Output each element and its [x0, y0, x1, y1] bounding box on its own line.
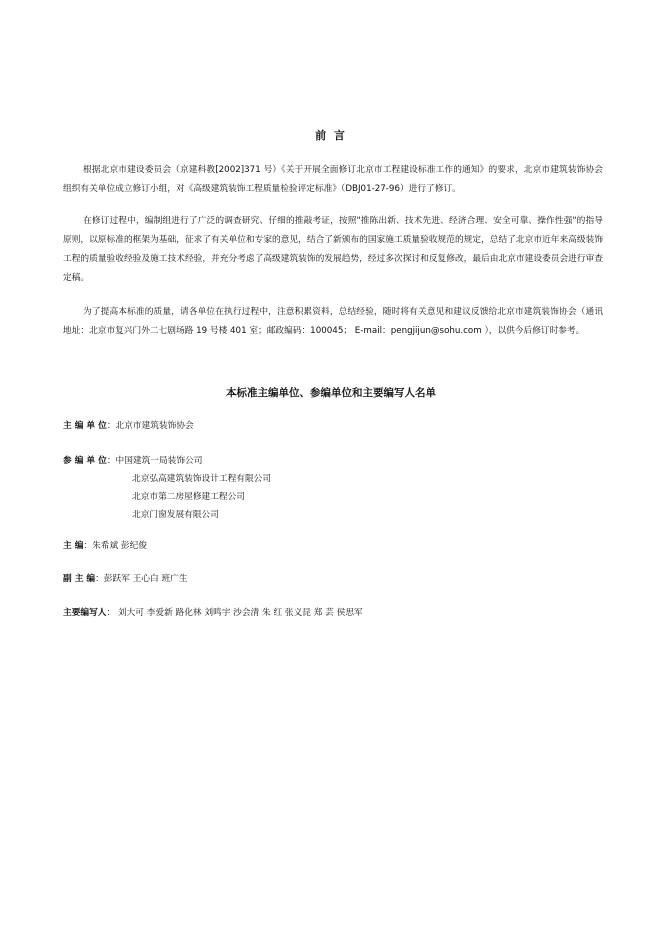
chief-unit-value: ：北京市建筑装饰协会 — [106, 421, 194, 431]
main-writers-names: ： 刘大可 李爱新 路化林 刘鸣宇 沙会清 朱 红 张义昆 郑 芸 侯思军 — [106, 608, 363, 618]
chief-unit-row — [63, 417, 194, 435]
chief-editor-names: ：朱希斌 彭纪俊 — [83, 541, 147, 551]
chief-editor-label: 主 编 — [63, 541, 84, 551]
credits-title: 本标准主编单位、参编单位和主要编写人名单 — [226, 387, 436, 399]
main-writers-row — [63, 604, 363, 622]
main-writers-label: 主要编写人 — [63, 608, 107, 618]
foreword-paragraph-1: 根据北京市建设委员会（京建科教[2002]371 号）《关于开展全面修订北京市工程建设标准工作的通知》的要求，北京市建筑装饰协会组织有关单位成立修订小组，对《高级建筑装饰工程质量检验评定标准》（DBJ01-27-96）进行了修订。 — [63, 165, 603, 194]
participating-unit-1: ：中国建筑一局装饰公司 — [106, 456, 203, 466]
foreword-paragraph-2: 在修订过程中，编制组进行了广泛的调查研究、仔细的推敲考证，按照"推陈出新、技术先进、经济合理、安全可靠、操作性强"的指导原则，以原标准的框架为基础，征求了有关单位和专家的意见，结合了新颁布的国家施工质量验收规范的规定，总结了北京市近年来高级装饰工程的质量验收经验及施工技术经验，并充分考虑了高级建筑装饰的发展趋势，经过多次探讨和反复修改，最后由北京市建设委员会进行审查定稿。 — [63, 216, 603, 283]
foreword-paragraph-3: 为了提高本标准的质量，请各单位在执行过程中，注意积累资料，总结经验，随时将有关意见和建议反馈给北京市建筑装饰协会（通讯地址：北京市复兴门外二七剧场路 19 号楼 401 室；邮政编码：100045； E-mail：pengjijun@sohu.com ），以供今后修订时参考。 — [63, 307, 603, 336]
participating-unit-4: 北京门窗发展有限公司 — [132, 510, 219, 520]
participating-unit-2: 北京弘高建筑装饰设计工程有限公司 — [132, 474, 271, 484]
deputy-editor-row — [63, 570, 188, 588]
participating-units-label: 参 编 单 位 — [63, 456, 107, 466]
participating-unit-3: 北京市第二房屋修建工程公司 — [132, 492, 245, 502]
foreword-title: 前 言 — [315, 129, 347, 142]
deputy-editor-label: 副 主 编 — [63, 574, 96, 584]
chief-editor-row — [63, 537, 147, 555]
deputy-editor-names: ：彭跃军 王心白 班广生 — [95, 574, 188, 584]
participating-units-row — [63, 452, 202, 470]
chief-unit-label: 主 编 单 位 — [63, 421, 107, 431]
